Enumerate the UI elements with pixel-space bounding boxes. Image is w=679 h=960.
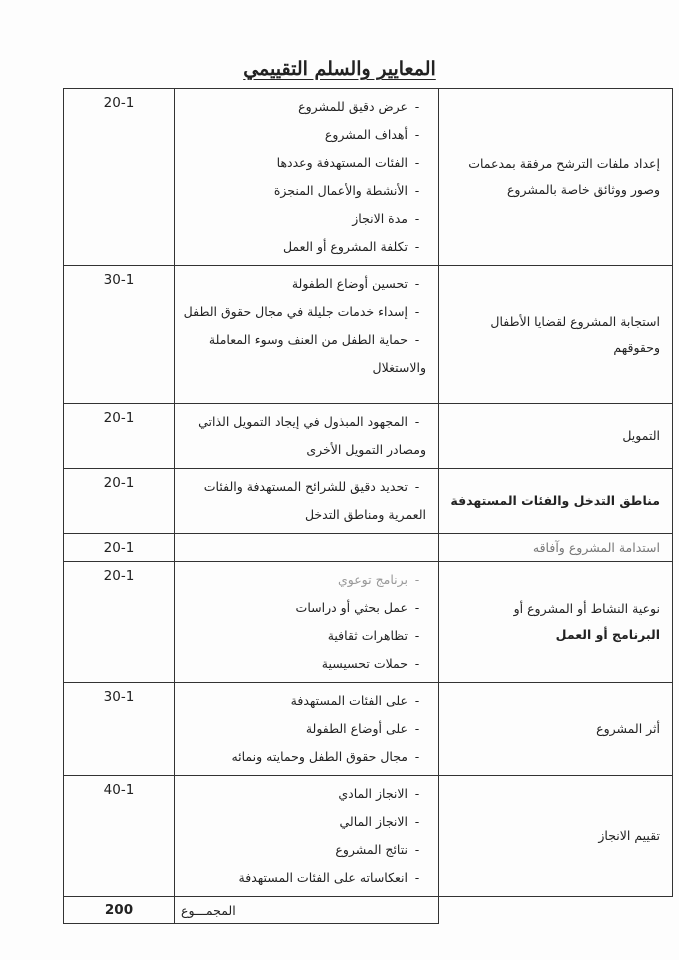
criterion-cell	[439, 534, 673, 562]
list-item: -على أوضاع الطفولة	[181, 715, 426, 743]
bullet-dash: -	[414, 814, 420, 829]
criterion-text: إعداد ملفات الترشح مرفقة بمدعمات وصور ووثائق خاصة بالمشروع	[468, 156, 660, 197]
list-item: -مدة الانجاز	[181, 205, 426, 233]
table-row	[64, 266, 673, 404]
bullet-dash: -	[414, 211, 420, 226]
total-label-cell	[175, 897, 439, 924]
bullet-dash: -	[414, 600, 420, 615]
items-cell	[175, 404, 439, 469]
list-item: -مجال حقوق الطفل وحمايته ونمائه	[181, 743, 426, 771]
criterion-text: مناطق التدخل والفئات المستهدفة	[450, 493, 660, 508]
score-cell: 20-1	[64, 534, 175, 562]
list-item: -تحسين أوضاع الطفولة	[181, 270, 426, 298]
table-row	[64, 404, 673, 469]
list-item: -على الفئات المستهدفة	[181, 687, 426, 715]
criterion-cell	[439, 776, 673, 897]
items-cell	[175, 89, 439, 266]
list-item: -إسداء خدمات جليلة في مجال حقوق الطفل	[181, 298, 426, 326]
items-cell	[175, 469, 439, 534]
criterion-text: استدامة المشروع وآفاقه	[532, 539, 660, 555]
table-row	[64, 89, 673, 266]
total-empty-cell	[439, 897, 673, 924]
list-item: -عرض دقيق للمشروع	[181, 93, 426, 121]
items-cell	[175, 266, 439, 404]
bullet-dash: -	[414, 479, 420, 494]
bullet-dash: -	[414, 332, 420, 347]
list-item: -الأنشطة والأعمال المنجزة	[181, 177, 426, 205]
criterion-cell	[439, 266, 673, 404]
bullet-dash: -	[414, 239, 420, 254]
table-row	[64, 469, 673, 534]
list-item: -نتائج المشروع	[181, 836, 426, 864]
bullet-dash: -	[414, 99, 420, 114]
bullet-dash: -	[414, 749, 420, 764]
items-cell	[175, 776, 439, 897]
table-row	[64, 534, 673, 562]
bullet-dash: -	[414, 276, 420, 291]
score-cell: 20-1	[64, 404, 175, 469]
bullet-dash: -	[414, 870, 420, 885]
list-item: -حماية الطفل من العنف وسوء المعاملة والاستغلال	[181, 326, 426, 382]
list-item: -عمل بحثي أو دراسات	[181, 594, 426, 622]
bullet-dash: -	[414, 414, 420, 429]
table-row	[64, 683, 673, 776]
score-cell: 30-1	[64, 683, 175, 776]
score-cell: 20-1	[64, 469, 175, 534]
criterion-cell	[439, 404, 673, 469]
list-item: -حملات تحسيسية	[181, 650, 426, 678]
items-cell	[175, 534, 439, 562]
score-cell: 20-1	[64, 562, 175, 683]
total-row	[64, 897, 673, 924]
bullet-dash: -	[414, 155, 420, 170]
list-item: -تحديد دقيق للشرائح المستهدفة والفئات العمرية ومناطق التدخل	[181, 473, 426, 529]
criterion-text: تقييم الانجاز	[598, 828, 660, 843]
list-item: -تكلفة المشروع أو العمل	[181, 233, 426, 261]
list-item: -برنامج توعوي	[181, 566, 426, 594]
items-cell	[175, 562, 439, 683]
list-item: -الانجاز المالي	[181, 808, 426, 836]
items-cell	[175, 683, 439, 776]
criterion-cell	[439, 469, 673, 534]
criterion-text-bold: البرنامج أو العمل	[555, 627, 660, 642]
criterion-text: التمويل	[622, 428, 660, 443]
total-label: المجمـــوع	[181, 902, 236, 918]
list-item: -أهداف المشروع	[181, 121, 426, 149]
bullet-dash: -	[414, 721, 420, 736]
bullet-dash: -	[414, 127, 420, 142]
total-value-cell: 200	[64, 897, 175, 924]
list-item: -انعكاساته على الفئات المستهدفة	[181, 864, 426, 892]
score-cell: 30-1	[64, 266, 175, 404]
score-cell: 20-1	[64, 89, 175, 266]
bullet-dash: -	[414, 842, 420, 857]
bullet-dash: -	[414, 656, 420, 671]
table-row	[64, 776, 673, 897]
criterion-text: استجابة المشروع لقضايا الأطفال وحقوقهم	[490, 313, 660, 355]
criterion-text: نوعية النشاط أو المشروع أو	[513, 601, 660, 616]
bullet-dash: -	[414, 786, 420, 801]
bullet-dash: -	[414, 628, 420, 643]
bullet-dash: -	[414, 572, 420, 587]
list-item: -الانجاز المادي	[181, 780, 426, 808]
criterion-cell	[439, 562, 673, 683]
bullet-dash: -	[414, 304, 420, 319]
list-item: -المجهود المبذول في إيجاد التمويل الذاتي ومصادر التمويل الأخرى	[181, 408, 426, 464]
page-title: المعايير والسلم التقييمي	[243, 58, 436, 80]
criterion-cell	[439, 89, 673, 266]
list-item: -تظاهرات ثقافية	[181, 622, 426, 650]
criterion-cell	[439, 683, 673, 776]
criterion-text: أثر المشروع	[596, 721, 660, 736]
bullet-dash: -	[414, 183, 420, 198]
table-row	[64, 562, 673, 683]
criteria-table	[63, 88, 673, 924]
score-cell: 40-1	[64, 776, 175, 897]
list-item: -الفئات المستهدفة وعددها	[181, 149, 426, 177]
bullet-dash: -	[414, 693, 420, 708]
